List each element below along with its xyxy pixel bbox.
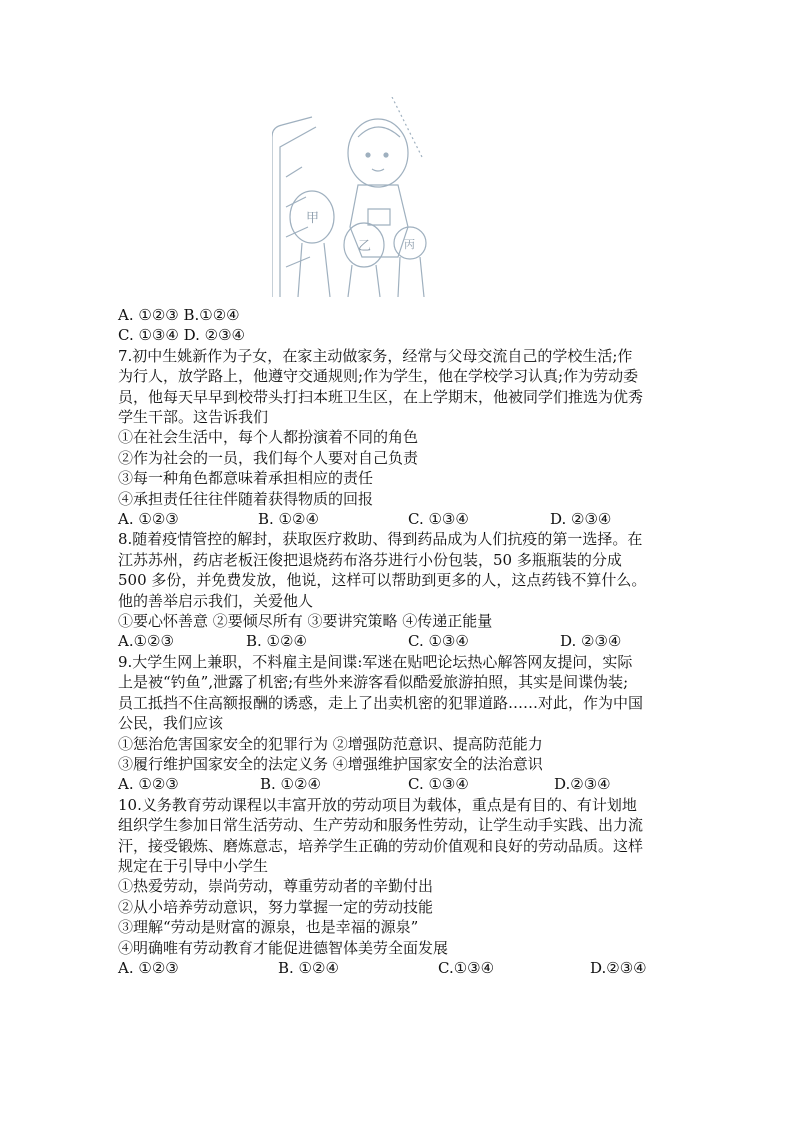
answer-options bbox=[118, 774, 678, 794]
question-8 bbox=[118, 529, 678, 651]
question-stem-line: 8.随着疫情管控的解封，获取医疗救助、得到药品成为人们抗疫的第一选择。在 bbox=[118, 530, 643, 549]
answer-options bbox=[118, 958, 678, 978]
question-stem-line: 学生干部。这告诉我们 bbox=[118, 408, 269, 427]
question-stem-line: 规定在于引导中小学生 bbox=[118, 856, 269, 875]
option-d: D. ②③④ bbox=[560, 632, 622, 651]
question-10 bbox=[118, 795, 678, 979]
answer-options bbox=[118, 509, 678, 529]
statement-item: ③理解“劳动是财富的源泉，也是幸福的源泉” bbox=[118, 918, 419, 937]
question-stem-line: 为行人，放学路上，他遵守交通规则;作为学生，他在学校学习认真;作为劳动委 bbox=[118, 367, 639, 386]
statement-item: ③履行维护国家安全的法定义务 ④增强维护国家安全的法治意识 bbox=[118, 754, 543, 773]
option-a: A. ①②③ bbox=[118, 775, 179, 794]
option-b: B. ①②④ bbox=[278, 958, 339, 977]
question-7 bbox=[118, 346, 678, 530]
question-stem-line: 江苏苏州，药店老板汪俊把退烧药布洛芬进行小份包装，50 多瓶瓶装的分成 bbox=[118, 550, 622, 569]
option-a: A. ①②③ bbox=[118, 958, 179, 977]
statement-item: ①在社会生活中，每个人都扮演着不同的角色 bbox=[118, 428, 419, 447]
question-stem-line: 汗，接受锻炼、磨炼意志，培养学生正确的劳动价值观和良好的劳动品质。这样 bbox=[118, 836, 644, 855]
statement-item: ①惩治危害国家安全的犯罪行为 ②增强防范意识、提高防范能力 bbox=[118, 734, 543, 753]
option-b: B. ①②④ bbox=[246, 632, 307, 651]
statement-item: ①热爱劳动，崇尚劳动，尊重劳动者的辛勤付出 bbox=[118, 877, 434, 896]
option-b: B. ①②④ bbox=[258, 510, 319, 529]
question-stem-line: 公民，我们应该 bbox=[118, 714, 224, 733]
question-stem-line: 上是被“钓鱼”,泄露了机密;有些外来游客看似酷爱旅游拍照，其实是间谍伪装; bbox=[118, 673, 629, 692]
option-d: D.②③④ bbox=[590, 958, 647, 977]
question-stem-line: 7.初中生姚新作为子女，在家主动做家务，经常与父母交流自己的学校生活;作 bbox=[118, 346, 633, 365]
person-label-yi: 乙 bbox=[358, 239, 372, 254]
q6-options-line-2: C. ①③④ D. ②③④ bbox=[118, 326, 245, 345]
option-c: C.①③④ bbox=[438, 958, 495, 977]
question-stem-line: 他的善举启示我们，关爱他人 bbox=[118, 591, 314, 610]
option-c: C. ①③④ bbox=[408, 510, 469, 529]
option-c: C. ①③④ bbox=[408, 775, 469, 794]
statement-item: ②从小培养劳动意识，努力掌握一定的劳动技能 bbox=[118, 897, 434, 916]
question-stem-line: 员工抵挡不住高额报酬的诱惑，走上了出卖机密的犯罪道路……对此，作为中国 bbox=[118, 693, 644, 712]
option-d: D.②③④ bbox=[554, 775, 611, 794]
family-sketch-figure bbox=[272, 97, 434, 297]
statement-item: ③每一种角色都意味着承担相应的责任 bbox=[118, 469, 374, 488]
statement-item: ②作为社会的一员，我们每个人要对自己负责 bbox=[118, 448, 419, 467]
person-label-jia: 甲 bbox=[306, 211, 320, 226]
question-stem-line: 组织学生参加日常生活劳动、生产劳动和服务性劳动，让学生动手实践、出力流 bbox=[118, 816, 644, 835]
question-9 bbox=[118, 652, 678, 795]
person-label-bing: 丙 bbox=[404, 238, 415, 251]
question-stem-line: 500 多份，并免费发放，他说，这样可以帮助到更多的人，这点药钱不算什么。 bbox=[118, 571, 647, 590]
statement-item: ④明确唯有劳动教育才能促进德智体美劳全面发展 bbox=[118, 938, 449, 957]
option-a: A. ①②③ bbox=[118, 510, 179, 529]
question-stem-line: 10.义务教育劳动课程以丰富开放的劳动项目为载体，重点是有目的、有计划地 bbox=[118, 795, 637, 814]
statement-item: ①要心怀善意 ②要倾尽所有 ③要讲究策略 ④传递正能量 bbox=[118, 612, 493, 631]
q6-options-line-1: A. ①②③ B.①②④ bbox=[118, 306, 240, 324]
question-stem-line: 员，他每天早早到校带头打扫本班卫生区，在上学期末，他被同学们推选为优秀 bbox=[118, 387, 644, 406]
exam-text bbox=[118, 305, 678, 978]
answer-options bbox=[118, 631, 678, 651]
question-stem-line: 9.大学生网上兼职，不料雇主是间谍:军迷在贴吧论坛热心解答网友提问，实际 bbox=[118, 652, 633, 671]
option-c: C. ①③④ bbox=[408, 632, 469, 651]
option-d: D. ②③④ bbox=[550, 510, 612, 529]
option-b: B. ①②④ bbox=[260, 775, 321, 794]
statement-item: ④承担责任往往伴随着获得物质的回报 bbox=[118, 489, 374, 508]
option-a: A.①②③ bbox=[118, 632, 174, 651]
cartoon-illustration bbox=[272, 97, 434, 297]
